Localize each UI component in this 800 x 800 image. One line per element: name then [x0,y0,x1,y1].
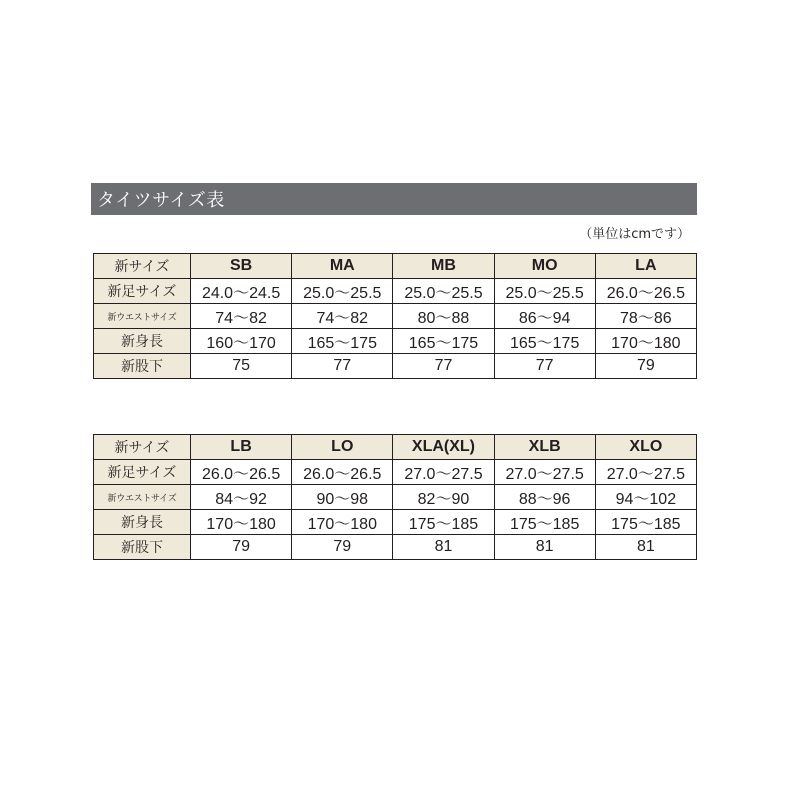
table-cell: 27.0〜27.5 [595,460,696,485]
row-header-size: 新サイズ [94,254,191,279]
table-row [94,354,697,379]
table-cell: 26.0〜26.5 [292,460,393,485]
column-header: MA [292,254,393,279]
table-cell: 26.0〜26.5 [191,460,292,485]
table-cell: 79 [595,354,696,379]
table-cell: 25.0〜25.5 [393,279,494,304]
row-header-height: 新身長 [94,510,191,535]
table-row [94,279,697,304]
table-cell: 88〜96 [494,485,595,510]
table-cell: 170〜180 [595,329,696,354]
size-table-1 [93,253,697,379]
table-cell: 25.0〜25.5 [494,279,595,304]
column-header: XLA(XL) [393,435,494,460]
table-cell: 77 [393,354,494,379]
table-cell: 77 [494,354,595,379]
table-cell: 74〜82 [292,304,393,329]
table-cell: 81 [494,535,595,560]
column-header: XLB [494,435,595,460]
table-cell: 175〜185 [494,510,595,535]
table-cell: 80〜88 [393,304,494,329]
table-cell: 26.0〜26.5 [595,279,696,304]
table-cell: 27.0〜27.5 [494,460,595,485]
page-title: タイツサイズ表 [97,190,225,211]
table-cell: 24.0〜24.5 [191,279,292,304]
table-cell: 81 [595,535,696,560]
table-cell: 160〜170 [191,329,292,354]
column-header: LB [191,435,292,460]
row-header-foot-size: 新足サイズ [94,460,191,485]
row-header-inseam: 新股下 [94,354,191,379]
table-cell: 75 [191,354,292,379]
table-row [94,460,697,485]
table-cell: 79 [191,535,292,560]
table-cell: 82〜90 [393,485,494,510]
title-bar [91,183,697,215]
row-header-height: 新身長 [94,329,191,354]
table-cell: 74〜82 [191,304,292,329]
column-header: MO [494,254,595,279]
column-header: SB [191,254,292,279]
table-cell: 90〜98 [292,485,393,510]
table-cell: 27.0〜27.5 [393,460,494,485]
size-table-2 [93,434,697,560]
row-header-inseam: 新股下 [94,535,191,560]
table-row [94,304,697,329]
row-header-waist-size: 新ウエストサイズ [94,485,191,510]
table-header-row [94,254,697,279]
table-cell: 81 [393,535,494,560]
row-header-waist-size: 新ウエストサイズ [94,304,191,329]
unit-note: （単位はcmです） [579,227,690,242]
table-row [94,485,697,510]
table-cell: 165〜175 [393,329,494,354]
table-cell: 165〜175 [292,329,393,354]
table-cell: 170〜180 [292,510,393,535]
table-row [94,329,697,354]
table-cell: 77 [292,354,393,379]
row-header-size: 新サイズ [94,435,191,460]
column-header: LA [595,254,696,279]
table-cell: 25.0〜25.5 [292,279,393,304]
table-cell: 94〜102 [595,485,696,510]
table-cell: 86〜94 [494,304,595,329]
column-header: LO [292,435,393,460]
table-header-row [94,435,697,460]
column-header: MB [393,254,494,279]
table-cell: 170〜180 [191,510,292,535]
table-cell: 78〜86 [595,304,696,329]
table-cell: 175〜185 [595,510,696,535]
column-header: XLO [595,435,696,460]
table-cell: 79 [292,535,393,560]
table-cell: 175〜185 [393,510,494,535]
table-row [94,535,697,560]
table-row [94,510,697,535]
row-header-foot-size: 新足サイズ [94,279,191,304]
table-cell: 84〜92 [191,485,292,510]
table-cell: 165〜175 [494,329,595,354]
